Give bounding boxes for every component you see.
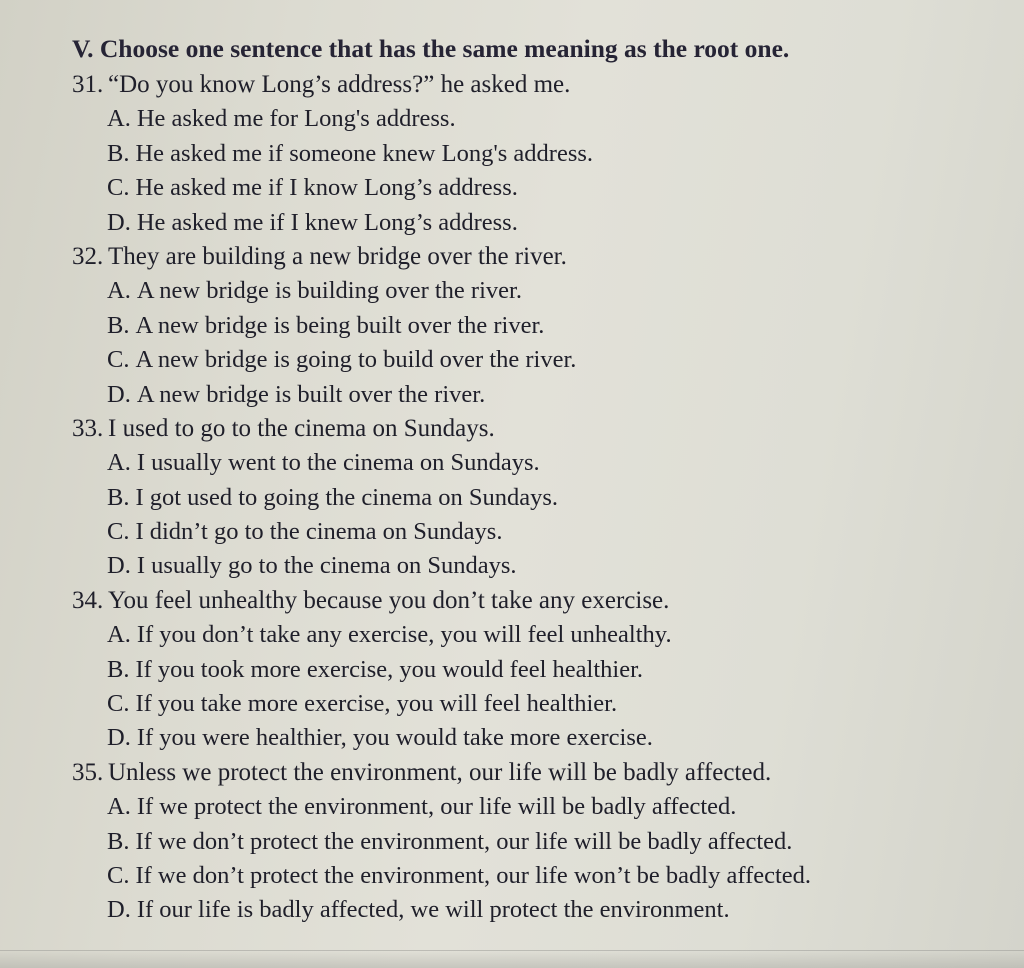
question-stem-row <box>0 240 1024 274</box>
option-letter: A. <box>107 277 131 305</box>
option-letter: C. <box>107 346 130 374</box>
option-text: If we don’t protect the environment, our life will be badly affected. <box>135 827 793 855</box>
option-text: If we don’t protect the environment, our life won’t be badly affected. <box>135 861 812 889</box>
option-a <box>0 790 1024 824</box>
option-text: If we protect the environment, our life will be badly affected. <box>136 793 737 821</box>
option-c <box>0 171 1024 205</box>
option-text: He asked me if I know Long’s address. <box>135 174 518 202</box>
question-stem-row <box>0 584 1024 618</box>
option-text: I got used to going the cinema on Sundays. <box>135 483 559 511</box>
option-letter: C. <box>107 690 130 718</box>
question-number: 33. <box>72 414 104 442</box>
page-bottom-edge <box>0 950 1024 968</box>
question-32 <box>0 240 1024 412</box>
option-a <box>0 446 1024 480</box>
option-text: He asked me if I knew Long’s address. <box>136 208 518 236</box>
option-text: A new bridge is building over the river. <box>136 277 522 305</box>
option-text: If you take more exercise, you will feel healthier. <box>135 690 618 718</box>
option-letter: B. <box>107 655 130 683</box>
option-a <box>0 618 1024 652</box>
option-c <box>0 343 1024 377</box>
option-text: I didn’t go to the cinema on Sundays. <box>135 518 503 546</box>
option-text: A new bridge is being built over the river. <box>135 311 545 339</box>
option-letter: D. <box>107 896 131 924</box>
question-stem-row <box>0 68 1024 102</box>
option-text: He asked me if someone knew Long's address. <box>135 139 594 167</box>
option-b <box>0 825 1024 859</box>
option-letter: D. <box>107 380 131 408</box>
section-heading: V. Choose one sentence that has the same meaning as the root one. <box>72 34 790 63</box>
option-letter: A. <box>107 105 131 133</box>
option-text: If you don’t take any exercise, you will feel unhealthy. <box>136 621 672 649</box>
question-stem: “Do you know Long’s address?” he asked me. <box>108 71 571 98</box>
option-text: If our life is badly affected, we will protect the environment. <box>136 896 730 924</box>
option-letter: B. <box>107 311 130 339</box>
option-text: If you took more exercise, you would feel healthier. <box>135 655 643 683</box>
question-number: 34. <box>72 586 104 614</box>
question-number: 35. <box>72 758 104 786</box>
option-letter: C. <box>107 518 130 546</box>
option-letter: A. <box>107 449 131 477</box>
option-letter: C. <box>107 174 130 202</box>
option-c <box>0 687 1024 721</box>
option-b <box>0 481 1024 515</box>
option-d <box>0 893 1024 927</box>
option-a <box>0 102 1024 136</box>
option-letter: B. <box>107 483 130 511</box>
option-text: A new bridge is built over the river. <box>136 380 486 408</box>
question-34 <box>0 584 1024 756</box>
option-b <box>0 137 1024 171</box>
question-stem-row <box>0 412 1024 446</box>
question-stem: Unless we protect the environment, our life will be badly affected. <box>108 758 772 786</box>
option-text: I usually went to the cinema on Sundays. <box>136 449 540 477</box>
question-number: 31. <box>72 71 104 98</box>
option-letter: C. <box>107 861 130 889</box>
question-stem: I used to go to the cinema on Sundays. <box>108 414 495 442</box>
option-d <box>0 549 1024 583</box>
question-31 <box>0 68 1024 240</box>
option-d <box>0 378 1024 412</box>
option-letter: B. <box>107 827 130 855</box>
option-letter: D. <box>107 208 131 236</box>
option-a <box>0 274 1024 308</box>
option-letter: B. <box>107 139 130 167</box>
option-text: If you were healthier, you would take more exercise. <box>136 724 653 752</box>
option-text: I usually go to the cinema on Sundays. <box>136 552 517 580</box>
option-text: He asked me for Long's address. <box>136 105 456 133</box>
question-stem-row <box>0 756 1024 790</box>
option-letter: A. <box>107 621 131 649</box>
option-letter: A. <box>107 793 131 821</box>
question-list <box>0 68 1024 928</box>
option-b <box>0 653 1024 687</box>
option-d <box>0 721 1024 755</box>
question-35 <box>0 756 1024 928</box>
question-33 <box>0 412 1024 584</box>
question-number: 32. <box>72 242 104 270</box>
option-d <box>0 206 1024 240</box>
option-letter: D. <box>107 552 131 580</box>
option-letter: D. <box>107 724 131 752</box>
option-text: A new bridge is going to build over the river. <box>135 346 577 374</box>
question-stem: They are building a new bridge over the river. <box>108 242 567 270</box>
option-b <box>0 309 1024 343</box>
option-c <box>0 859 1024 893</box>
option-c <box>0 515 1024 549</box>
question-stem: You feel unhealthy because you don’t take any exercise. <box>108 586 670 614</box>
